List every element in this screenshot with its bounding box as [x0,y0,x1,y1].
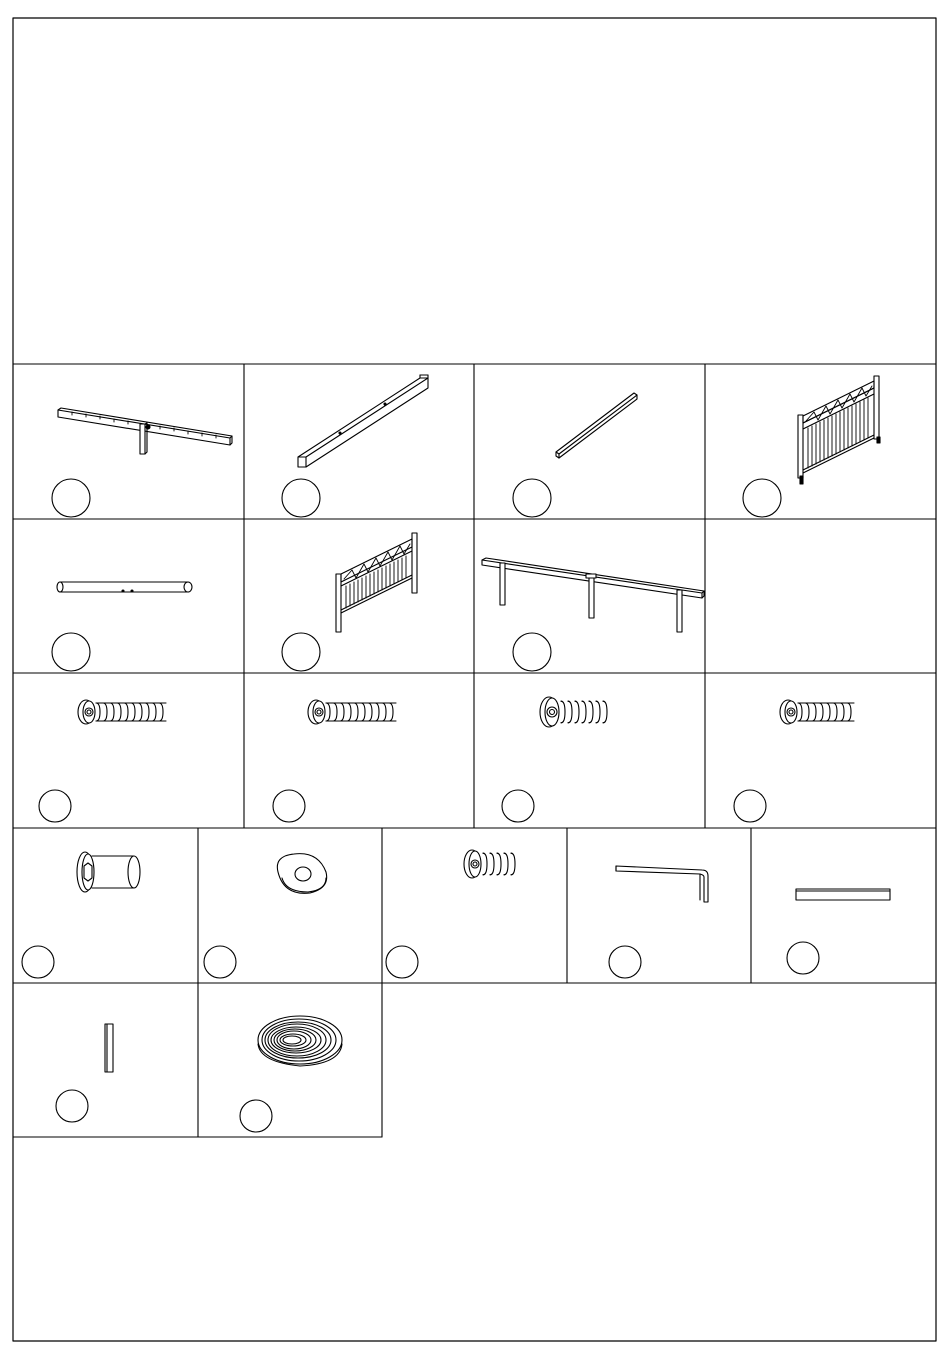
part-number-circle [734,790,766,822]
part-thin-slat-rail [513,393,637,517]
part-number-circle [39,790,71,822]
part-number-circle [513,479,551,517]
part-felt-pad-roll [240,1016,342,1132]
part-allen-key [609,866,708,978]
medium-bolt-icon [780,700,854,724]
spacer-strip-icon [105,1024,113,1072]
curved-washer-icon [277,854,326,894]
part-barrel-nut [22,852,140,978]
part-number-circle [513,633,551,671]
part-number-circle [273,790,305,822]
part-medium-bolt [734,700,854,822]
part-footboard-panel [282,533,417,671]
short-bolt-icon [540,697,607,727]
part-headboard-panel [743,376,880,517]
part-number-circle [743,479,781,517]
part-number-circle [52,633,90,671]
part-number-circle [52,479,90,517]
square-tube-rail-icon [298,375,428,467]
part-small-bolt [386,850,515,978]
part-center-rail [482,558,704,671]
thin-slat-rail-icon [556,393,637,458]
round-tube-icon [57,582,192,592]
part-number-circle [502,790,534,822]
flat-strip-icon [796,889,890,900]
part-number-circle [282,633,320,671]
part-number-circle [56,1090,88,1122]
center-rail-with-three-legs-icon [482,558,704,632]
part-number-circle [282,479,320,517]
part-number-circle [240,1100,272,1132]
part-number-circle [22,946,54,978]
barrel-nut-icon [77,852,140,892]
part-number-circle [204,946,236,978]
felt-pad-roll-icon [258,1016,342,1066]
parts-grid [13,364,936,1137]
part-spacer-strip [56,1024,113,1122]
allen-key-icon [616,866,708,902]
part-number-circle [787,942,819,974]
part-short-bolt [502,697,607,822]
long-bolt-icon [308,700,396,724]
part-support-rail-with-leg [52,408,232,517]
part-curved-washer [204,854,327,978]
footboard-panel-icon [336,533,417,632]
part-flat-strip [787,889,890,974]
part-round-tube [52,582,192,671]
small-bolt-icon [464,850,515,878]
part-number-circle [609,946,641,978]
long-bolt-icon [78,700,166,724]
support-rail-with-leg-icon [58,408,232,454]
part-long-bolt-a [39,700,166,822]
part-long-bolt-b [273,700,396,822]
part-number-circle [386,946,418,978]
headboard-panel-large-icon [798,376,880,484]
part-square-tube-rail [282,375,428,517]
